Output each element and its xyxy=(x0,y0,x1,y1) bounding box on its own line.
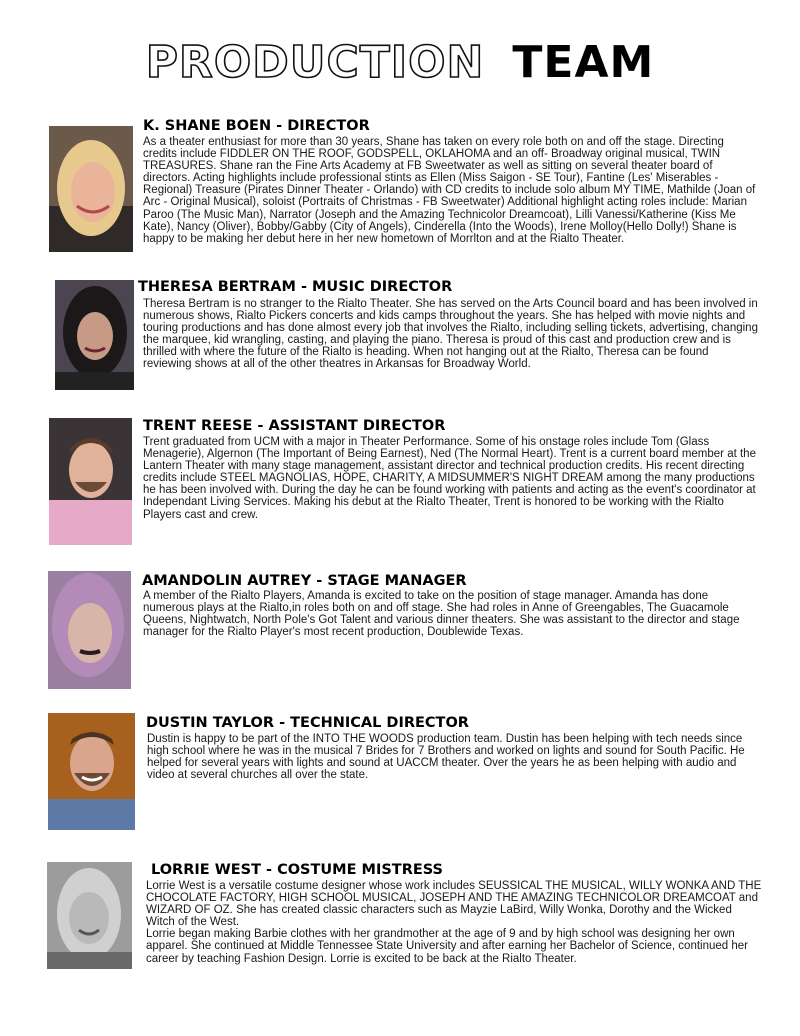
member-bio-text: As a theater enthusiast for more than 30 years, Shane has taken on every role both on and off the stage. Directing credits include FIDDLER ON THE ROOF, GODSPELL, OKLAHOMA and an off- Broadway original musical, TWIN TREASURES. Shane ran the Fine Arts Academy at FB Sweetwater as well as sitting on several theater board of directors. Acting highlights include professional stints as Ellen (Miss Saigon - SE Tour), Fantine (Les' Miserables - Regional) Treasure (Pirates Dinner Theater - Orlando) with CD credits to include solo album MY TIME, Mathilde (Joan of Arc - Original Musical), soloist (Portraits of Christmas - FB Sweetwater) Additional highlight acting roles include: Marian Paroo (The Music Man), Narrator (Joseph and the Amazing Technicolor Dreamcoat), Lilli Vanessi/Katherine (Kiss Me Kate), Nancy (Oliver), Bobby/Gabby (City of Angels), Cinderella (Into the Woods), Irene Molloy(Hello Dolly!) Shane is happy to be making her debut here in her new hometown of Morrlton and at the Rialto Theater. xyxy=(143,136,756,245)
member-bio xyxy=(143,136,760,245)
member-bio-text: A member of the Rialto Players, Amanda is excited to take on the position of stage manager. Amanda has done numerous plays at the Rialto,in roles both on and off stage. She had roles in Anne of Greengables, The Guacamole Queens, Nightwatch, North Pole's Got Talent and various dinner theaters. She was assistant to the director and stage manager for the Rialto Player's most recent production, Doublewide Texas. xyxy=(143,590,740,639)
page-title-outline-word: PRODUCTION xyxy=(145,37,485,88)
member-bio-text: Theresa Bertram is no stranger to the Rialto Theater. She has served on the Arts Council board and has been involved in numerous shows, Rialto Pickers concerts and kids camps throughout the years. She has helped with movie nights and touring productions and has done almost every job that involves the Rialto, including selling tickets, advertising, changing the marquee, kid wrangling, casting, and playing the piano. Theresa is proud of this cast and production crew and is thrilled with where the future of the Rialto is heading. When not hanging out at the Rialto, Theresa can be found reviewing shows at all of the other theatres in Arkansas for Broadway World. xyxy=(143,298,758,371)
member-bio xyxy=(143,590,760,638)
member-photo xyxy=(49,126,133,252)
member-bio xyxy=(143,298,760,371)
member-photo xyxy=(48,713,135,830)
member-bio-text: Lorrie West is a versatile costume designer whose work includes SEUSSICAL THE MUSICAL, WILLY WONKA AND THE CHOCOLATE FACTORY, HIGH SCHOOL MUSICAL, JOSEPH AND THE AMAZING TECHNICOLOR DREAMCOAT and WIZARD OF OZ. She has created classic characters such as Mayzie LaBird, Willy Wonka, Dorothy and the Wicked Witch of the West. xyxy=(146,880,762,929)
member-name-role: DUSTIN TAYLOR - TECHNICAL DIRECTOR xyxy=(146,715,469,731)
member-name-role: K. SHANE BOEN - DIRECTOR xyxy=(143,118,370,134)
member-bio-text: Trent graduated from UCM with a major in Theater Performance. Some of his onstage roles include Tom (Glass Menagerie), Algernon (The Important of Being Earnest), Ned (The Normal Heart). Trent is a current board member at the Lantern Theater with many stage management, assistant director and technical production credits. His recent directing credits include STEEL MAGNOLIAS, HOPE, CHARITY, A MIDSUMMER'S NIGHT DREAM among the many productions he has been involved with. During the day he can be found working with patients and acting as the event's coordinator at Independant Living Services. Making his debut at the Rialto Theater, Trent is honored to be working with the Rialto Players cast and crew. xyxy=(143,436,756,521)
member-name-role: TRENT REESE - ASSISTANT DIRECTOR xyxy=(143,418,446,434)
page-title xyxy=(0,38,800,88)
member-photo xyxy=(55,280,134,390)
member-photo xyxy=(49,418,132,545)
member-bio xyxy=(147,733,760,781)
member-bio-text: Dustin is happy to be part of the INTO THE WOODS production team. Dustin has been helping with tech needs since high school where he was in the musical 7 Brides for 7 Brothers and worked on lights and sound for South Pacific. He helped for several years with lights and sound at UACCM theater. Over the years he as been helping with audio and video at several churches all over the state. xyxy=(147,733,745,782)
member-bio xyxy=(146,880,762,965)
member-name-role: THERESA BERTRAM - MUSIC DIRECTOR xyxy=(138,279,453,295)
page-title-solid-word: TEAM xyxy=(512,37,655,88)
member-name-role: LORRIE WEST - COSTUME MISTRESS xyxy=(151,862,443,878)
member-photo xyxy=(48,571,131,689)
member-photo xyxy=(47,862,132,969)
member-bio-text-2: Lorrie began making Barbie clothes with her grandmother at the age of 9 and by high school was designing her own apparel. She continued at Middle Tennessee State University and after earning her Bachelor of Science, continued her career by teaching Fashion Design. Lorrie is excited to be back at the Rialto Theater. xyxy=(146,928,748,965)
member-name-role: AMANDOLIN AUTREY - STAGE MANAGER xyxy=(142,573,467,589)
member-bio xyxy=(143,436,760,521)
